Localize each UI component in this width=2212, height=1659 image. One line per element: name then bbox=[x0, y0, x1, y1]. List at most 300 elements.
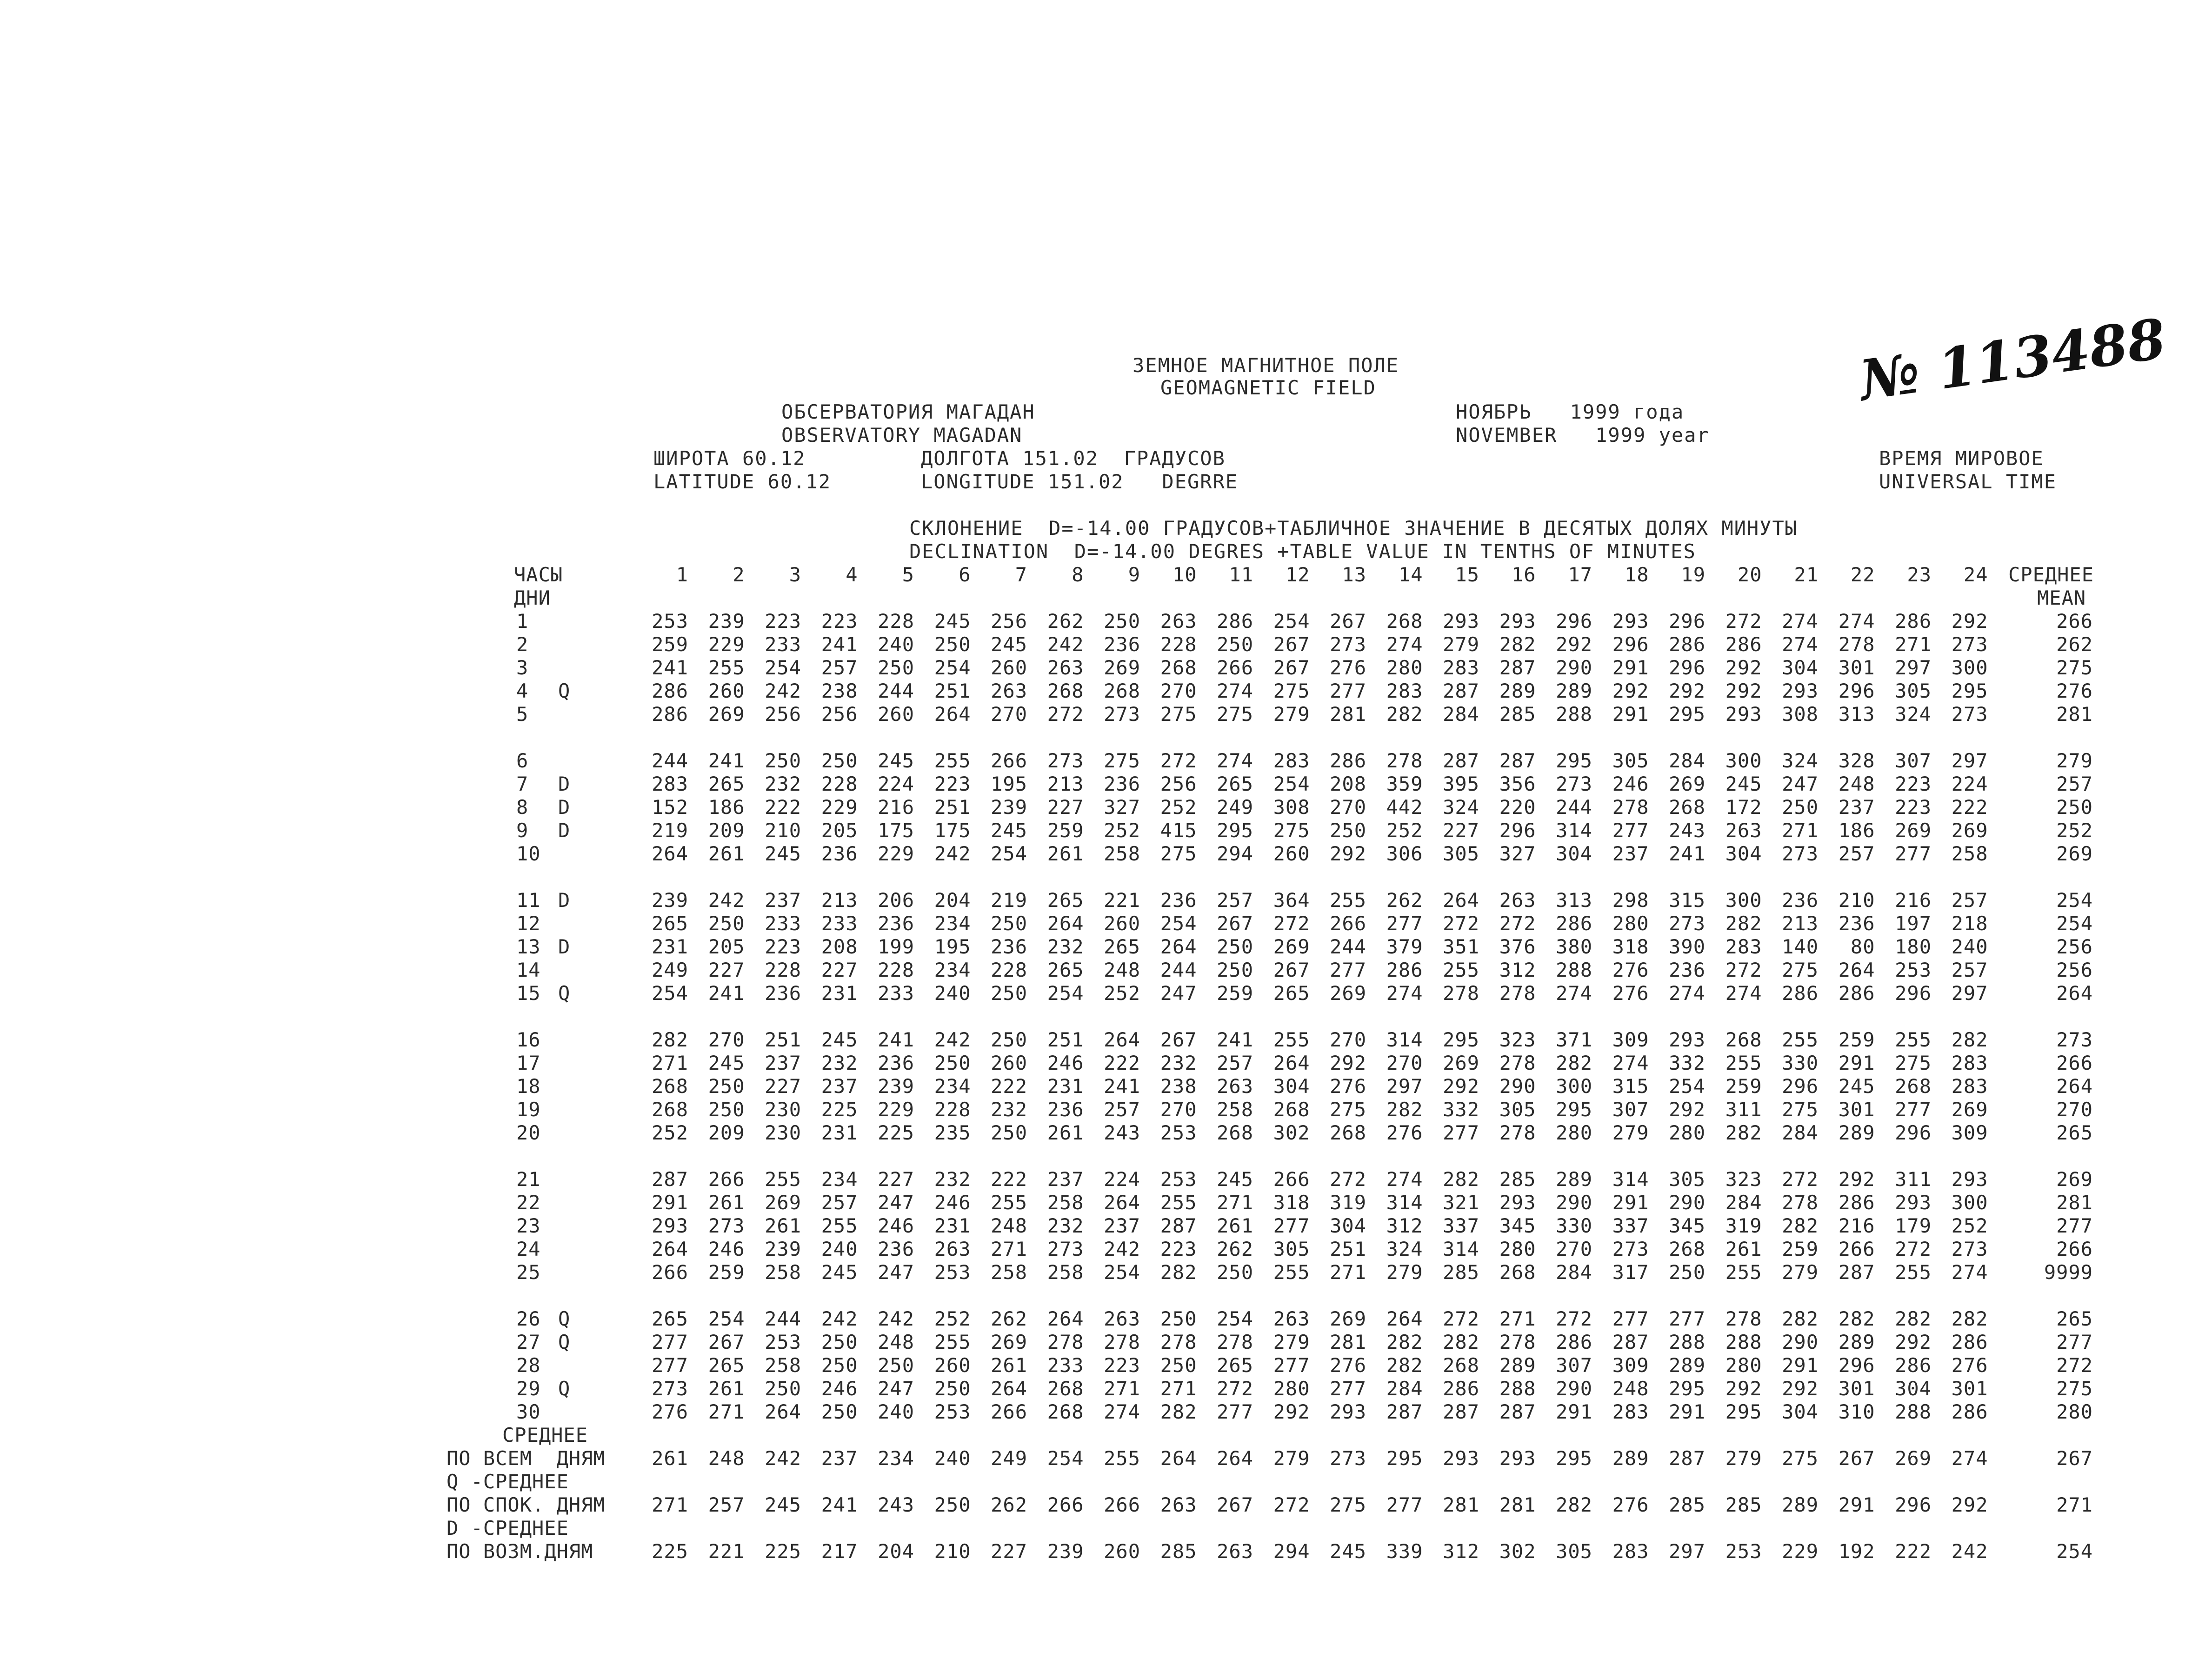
table-cell: 415 bbox=[1160, 819, 1197, 842]
hour-header: 7 bbox=[1015, 563, 1027, 586]
table-cell: 245 bbox=[991, 633, 1027, 656]
hour-header: 22 bbox=[1850, 563, 1875, 586]
summary-cell: 271 bbox=[652, 1493, 688, 1516]
row-mean: 269 bbox=[2056, 1168, 2093, 1191]
table-cell: 258 bbox=[991, 1261, 1027, 1284]
table-cell: 266 bbox=[652, 1261, 688, 1284]
summary-cell: 293 bbox=[1443, 1447, 1479, 1470]
table-cell: 278 bbox=[1160, 1331, 1197, 1353]
table-cell: 205 bbox=[821, 819, 858, 842]
table-cell: 246 bbox=[821, 1377, 858, 1400]
table-cell: 260 bbox=[991, 656, 1027, 679]
handwritten-number: № 113488 bbox=[1856, 306, 2170, 413]
table-cell: 262 bbox=[991, 1307, 1027, 1330]
table-cell: 330 bbox=[1782, 1052, 1819, 1074]
table-cell: 270 bbox=[1160, 680, 1197, 702]
table-cell: 276 bbox=[1612, 982, 1649, 1005]
summary-title: СРЕДНЕЕ bbox=[502, 1424, 588, 1446]
row-mean: 254 bbox=[2056, 912, 2093, 935]
table-cell: 270 bbox=[1556, 1238, 1592, 1260]
table-cell: 234 bbox=[934, 1075, 971, 1098]
summary-cell: 229 bbox=[1782, 1540, 1819, 1563]
table-cell: 265 bbox=[1047, 959, 1084, 981]
table-cell: 272 bbox=[1443, 1307, 1479, 1330]
table-cell: 258 bbox=[765, 1261, 801, 1284]
day-number: 13 bbox=[516, 935, 541, 958]
table-cell: 249 bbox=[652, 959, 688, 981]
table-cell: 300 bbox=[1556, 1075, 1592, 1098]
row-mean: 269 bbox=[2056, 842, 2093, 865]
table-cell: 250 bbox=[1669, 1261, 1706, 1284]
table-cell: 275 bbox=[1782, 1098, 1819, 1121]
table-cell: 209 bbox=[708, 819, 745, 842]
table-cell: 274 bbox=[1386, 1168, 1423, 1191]
table-cell: 273 bbox=[1556, 773, 1592, 795]
table-cell: 270 bbox=[1330, 796, 1366, 819]
summary-cell: 289 bbox=[1782, 1493, 1819, 1516]
table-cell: 234 bbox=[821, 1168, 858, 1191]
day-flag: Q bbox=[558, 982, 571, 1005]
row-mean: 256 bbox=[2056, 935, 2093, 958]
table-cell: 230 bbox=[765, 1098, 801, 1121]
table-cell: 286 bbox=[1386, 959, 1423, 981]
element-en: DECLINATION D=-14.00 DEGRES +TABLE VALUE IN TENTHS OF MINUTES bbox=[909, 540, 1696, 563]
table-cell: 256 bbox=[991, 610, 1027, 633]
summary-title: Q -СРЕДНЕЕ bbox=[446, 1470, 569, 1493]
table-cell: 283 bbox=[1725, 935, 1762, 958]
table-cell: 297 bbox=[1895, 656, 1932, 679]
table-cell: 245 bbox=[991, 819, 1027, 842]
table-cell: 324 bbox=[1443, 796, 1479, 819]
table-cell: 152 bbox=[652, 796, 688, 819]
table-cell: 241 bbox=[708, 749, 745, 772]
table-cell: 278 bbox=[1443, 982, 1479, 1005]
table-cell: 209 bbox=[708, 1121, 745, 1144]
table-cell: 278 bbox=[1499, 1052, 1536, 1074]
table-cell: 293 bbox=[652, 1214, 688, 1237]
day-number: 21 bbox=[516, 1168, 541, 1191]
table-cell: 210 bbox=[765, 819, 801, 842]
table-cell: 247 bbox=[878, 1191, 914, 1214]
table-cell: 332 bbox=[1443, 1098, 1479, 1121]
summary-cell: 339 bbox=[1386, 1540, 1423, 1563]
table-cell: 277 bbox=[1330, 959, 1366, 981]
table-cell: 278 bbox=[1725, 1307, 1762, 1330]
table-cell: 265 bbox=[708, 1354, 745, 1377]
table-cell: 247 bbox=[878, 1261, 914, 1284]
summary-cell: 237 bbox=[821, 1447, 858, 1470]
day-number: 3 bbox=[516, 656, 529, 679]
table-cell: 257 bbox=[821, 1191, 858, 1214]
table-cell: 269 bbox=[1443, 1052, 1479, 1074]
table-cell: 250 bbox=[878, 1354, 914, 1377]
table-cell: 258 bbox=[1104, 842, 1140, 865]
table-cell: 305 bbox=[1443, 842, 1479, 865]
table-cell: 250 bbox=[934, 1052, 971, 1074]
day-number: 15 bbox=[516, 982, 541, 1005]
table-cell: 262 bbox=[1047, 610, 1084, 633]
table-cell: 293 bbox=[1499, 1191, 1536, 1214]
table-cell: 278 bbox=[1386, 749, 1423, 772]
table-cell: 267 bbox=[1273, 633, 1310, 656]
day-number: 14 bbox=[516, 959, 541, 981]
day-number: 1 bbox=[516, 610, 529, 633]
table-cell: 328 bbox=[1838, 749, 1875, 772]
table-cell: 227 bbox=[765, 1075, 801, 1098]
table-cell: 263 bbox=[1160, 610, 1197, 633]
table-cell: 286 bbox=[652, 680, 688, 702]
day-number: 25 bbox=[516, 1261, 541, 1284]
table-cell: 285 bbox=[1443, 1261, 1479, 1284]
table-cell: 223 bbox=[765, 610, 801, 633]
table-cell: 252 bbox=[1104, 819, 1140, 842]
table-cell: 255 bbox=[765, 1168, 801, 1191]
table-cell: 205 bbox=[708, 935, 745, 958]
table-cell: 250 bbox=[991, 912, 1027, 935]
table-cell: 232 bbox=[821, 1052, 858, 1074]
table-cell: 237 bbox=[1838, 796, 1875, 819]
table-cell: 274 bbox=[1669, 982, 1706, 1005]
table-cell: 232 bbox=[1047, 935, 1084, 958]
table-cell: 255 bbox=[991, 1191, 1027, 1214]
table-cell: 257 bbox=[1951, 959, 1988, 981]
row-mean: 264 bbox=[2056, 1075, 2093, 1098]
table-cell: 258 bbox=[1047, 1191, 1084, 1214]
table-cell: 291 bbox=[652, 1191, 688, 1214]
row-mean: 254 bbox=[2056, 889, 2093, 912]
summary-cell: 257 bbox=[708, 1493, 745, 1516]
day-number: 28 bbox=[516, 1354, 541, 1377]
table-cell: 286 bbox=[1838, 982, 1875, 1005]
table-cell: 258 bbox=[765, 1354, 801, 1377]
longitude-en: LONGITUDE 151.02 DEGRRE bbox=[921, 470, 1239, 493]
table-cell: 273 bbox=[1047, 749, 1084, 772]
table-cell: 261 bbox=[708, 842, 745, 865]
table-cell: 199 bbox=[878, 935, 914, 958]
table-cell: 264 bbox=[1047, 912, 1084, 935]
table-cell: 311 bbox=[1725, 1098, 1762, 1121]
table-cell: 304 bbox=[1330, 1214, 1366, 1237]
summary-cell: 225 bbox=[652, 1540, 688, 1563]
hour-header: 11 bbox=[1229, 563, 1253, 586]
table-cell: 264 bbox=[1443, 889, 1479, 912]
table-cell: 228 bbox=[991, 959, 1027, 981]
table-cell: 292 bbox=[1556, 633, 1592, 656]
summary-cell: 275 bbox=[1782, 1447, 1819, 1470]
table-cell: 245 bbox=[821, 1028, 858, 1051]
table-cell: 253 bbox=[765, 1331, 801, 1353]
table-cell: 234 bbox=[934, 959, 971, 981]
summary-cell: 227 bbox=[991, 1540, 1027, 1563]
table-cell: 293 bbox=[1669, 1028, 1706, 1051]
table-cell: 297 bbox=[1951, 749, 1988, 772]
table-cell: 248 bbox=[991, 1214, 1027, 1237]
table-cell: 283 bbox=[1386, 680, 1423, 702]
table-cell: 319 bbox=[1330, 1191, 1366, 1214]
day-number: 29 bbox=[516, 1377, 541, 1400]
summary-cell: 248 bbox=[708, 1447, 745, 1470]
table-cell: 298 bbox=[1612, 889, 1649, 912]
table-cell: 289 bbox=[1499, 1354, 1536, 1377]
row-mean: 277 bbox=[2056, 1331, 2093, 1353]
table-cell: 267 bbox=[1217, 912, 1253, 935]
table-cell: 390 bbox=[1669, 935, 1706, 958]
table-cell: 297 bbox=[1386, 1075, 1423, 1098]
table-cell: 233 bbox=[765, 912, 801, 935]
row-mean: 266 bbox=[2056, 610, 2093, 633]
table-cell: 291 bbox=[1838, 1052, 1875, 1074]
table-cell: 314 bbox=[1556, 819, 1592, 842]
summary-cell: 277 bbox=[1386, 1493, 1423, 1516]
table-cell: 250 bbox=[821, 749, 858, 772]
table-cell: 232 bbox=[1160, 1052, 1197, 1074]
table-cell: 252 bbox=[1951, 1214, 1988, 1237]
table-cell: 270 bbox=[1386, 1052, 1423, 1074]
table-cell: 310 bbox=[1838, 1400, 1875, 1423]
table-cell: 259 bbox=[1838, 1028, 1875, 1051]
table-cell: 324 bbox=[1386, 1238, 1423, 1260]
table-cell: 305 bbox=[1895, 680, 1932, 702]
day-number: 24 bbox=[516, 1238, 541, 1260]
table-cell: 224 bbox=[878, 773, 914, 795]
summary-cell: 222 bbox=[1895, 1540, 1932, 1563]
table-cell: 318 bbox=[1273, 1191, 1310, 1214]
table-cell: 227 bbox=[821, 959, 858, 981]
table-cell: 256 bbox=[765, 703, 801, 726]
table-cell: 274 bbox=[1782, 633, 1819, 656]
table-cell: 330 bbox=[1556, 1214, 1592, 1237]
summary-cell: 282 bbox=[1556, 1493, 1592, 1516]
table-cell: 172 bbox=[1725, 796, 1762, 819]
table-cell: 273 bbox=[708, 1214, 745, 1237]
table-cell: 268 bbox=[1047, 680, 1084, 702]
table-cell: 282 bbox=[652, 1028, 688, 1051]
table-cell: 287 bbox=[1499, 656, 1536, 679]
table-cell: 270 bbox=[991, 703, 1027, 726]
table-cell: 273 bbox=[1951, 1238, 1988, 1260]
table-cell: 289 bbox=[1838, 1121, 1875, 1144]
table-cell: 275 bbox=[1782, 959, 1819, 981]
table-cell: 290 bbox=[1556, 1377, 1592, 1400]
row-mean: 273 bbox=[2056, 1028, 2093, 1051]
table-cell: 240 bbox=[821, 1238, 858, 1260]
table-cell: 284 bbox=[1443, 703, 1479, 726]
summary-cell: 289 bbox=[1612, 1447, 1649, 1470]
table-cell: 294 bbox=[1217, 842, 1253, 865]
table-cell: 236 bbox=[765, 982, 801, 1005]
table-cell: 286 bbox=[1556, 1331, 1592, 1353]
table-cell: 293 bbox=[1330, 1400, 1366, 1423]
table-cell: 280 bbox=[1499, 1238, 1536, 1260]
table-cell: 257 bbox=[1217, 1052, 1253, 1074]
summary-cell: 263 bbox=[1217, 1540, 1253, 1563]
day-number: 16 bbox=[516, 1028, 541, 1051]
table-cell: 271 bbox=[1499, 1307, 1536, 1330]
summary-mean: 271 bbox=[2056, 1493, 2093, 1516]
table-cell: 290 bbox=[1669, 1191, 1706, 1214]
table-cell: 442 bbox=[1386, 796, 1423, 819]
table-cell: 277 bbox=[1612, 819, 1649, 842]
table-cell: 291 bbox=[1612, 656, 1649, 679]
table-cell: 272 bbox=[1217, 1377, 1253, 1400]
table-cell: 286 bbox=[1725, 633, 1762, 656]
row-mean: 264 bbox=[2056, 982, 2093, 1005]
table-cell: 278 bbox=[1782, 1191, 1819, 1214]
table-cell: 292 bbox=[1951, 610, 1988, 633]
summary-cell: 312 bbox=[1443, 1540, 1479, 1563]
table-cell: 276 bbox=[1386, 1121, 1423, 1144]
table-cell: 266 bbox=[1217, 656, 1253, 679]
table-cell: 242 bbox=[934, 1028, 971, 1051]
table-cell: 305 bbox=[1612, 749, 1649, 772]
table-cell: 323 bbox=[1725, 1168, 1762, 1191]
table-cell: 271 bbox=[1330, 1261, 1366, 1284]
table-cell: 259 bbox=[1725, 1075, 1762, 1098]
table-cell: 254 bbox=[1273, 773, 1310, 795]
summary-cell: 295 bbox=[1386, 1447, 1423, 1470]
table-cell: 274 bbox=[1951, 1261, 1988, 1284]
table-cell: 244 bbox=[765, 1307, 801, 1330]
table-cell: 250 bbox=[991, 982, 1027, 1005]
table-cell: 284 bbox=[1669, 749, 1706, 772]
table-cell: 244 bbox=[878, 680, 914, 702]
table-cell: 309 bbox=[1612, 1028, 1649, 1051]
table-cell: 292 bbox=[1669, 1098, 1706, 1121]
table-cell: 247 bbox=[1160, 982, 1197, 1005]
table-cell: 261 bbox=[1047, 1121, 1084, 1144]
row-mean: 256 bbox=[2056, 959, 2093, 981]
table-cell: 254 bbox=[1669, 1075, 1706, 1098]
table-cell: 272 bbox=[1725, 959, 1762, 981]
table-cell: 236 bbox=[1104, 633, 1140, 656]
table-cell: 216 bbox=[1838, 1214, 1875, 1237]
table-cell: 271 bbox=[1217, 1191, 1253, 1214]
table-cell: 278 bbox=[1838, 633, 1875, 656]
table-cell: 242 bbox=[934, 842, 971, 865]
table-cell: 275 bbox=[1160, 842, 1197, 865]
table-cell: 250 bbox=[1160, 1354, 1197, 1377]
table-cell: 236 bbox=[1838, 912, 1875, 935]
table-cell: 269 bbox=[1330, 982, 1366, 1005]
summary-cell: 269 bbox=[1895, 1447, 1932, 1470]
table-cell: 242 bbox=[878, 1307, 914, 1330]
table-cell: 248 bbox=[1838, 773, 1875, 795]
table-cell: 264 bbox=[1104, 1028, 1140, 1051]
table-cell: 227 bbox=[708, 959, 745, 981]
table-cell: 250 bbox=[934, 1377, 971, 1400]
hour-header: 4 bbox=[846, 563, 858, 586]
table-cell: 261 bbox=[708, 1377, 745, 1400]
table-cell: 237 bbox=[821, 1075, 858, 1098]
table-cell: 277 bbox=[1330, 1377, 1366, 1400]
table-cell: 245 bbox=[821, 1261, 858, 1284]
summary-cell: 255 bbox=[1104, 1447, 1140, 1470]
table-cell: 240 bbox=[934, 982, 971, 1005]
table-cell: 282 bbox=[1386, 1354, 1423, 1377]
table-cell: 274 bbox=[1838, 610, 1875, 633]
table-cell: 260 bbox=[934, 1354, 971, 1377]
hour-header: 19 bbox=[1681, 563, 1706, 586]
table-cell: 291 bbox=[1612, 703, 1649, 726]
table-cell: 264 bbox=[1104, 1191, 1140, 1214]
table-cell: 255 bbox=[1725, 1261, 1762, 1284]
table-cell: 286 bbox=[1330, 749, 1366, 772]
table-cell: 295 bbox=[1669, 1377, 1706, 1400]
latitude-ru: ШИРОТА 60.12 bbox=[653, 447, 806, 470]
table-cell: 295 bbox=[1669, 703, 1706, 726]
table-cell: 274 bbox=[1725, 982, 1762, 1005]
table-cell: 237 bbox=[1612, 842, 1649, 865]
table-cell: 269 bbox=[708, 703, 745, 726]
day-flag: Q bbox=[558, 680, 571, 702]
summary-cell: 241 bbox=[821, 1493, 858, 1516]
table-cell: 292 bbox=[1782, 1377, 1819, 1400]
table-cell: 304 bbox=[1782, 1400, 1819, 1423]
table-cell: 277 bbox=[1273, 1214, 1310, 1237]
table-cell: 271 bbox=[1104, 1377, 1140, 1400]
table-cell: 267 bbox=[1273, 656, 1310, 679]
table-cell: 219 bbox=[991, 889, 1027, 912]
table-cell: 250 bbox=[991, 1028, 1027, 1051]
hour-header: 3 bbox=[789, 563, 801, 586]
table-cell: 272 bbox=[1047, 703, 1084, 726]
table-cell: 236 bbox=[878, 912, 914, 935]
table-cell: 253 bbox=[652, 610, 688, 633]
table-cell: 236 bbox=[1669, 959, 1706, 981]
table-cell: 243 bbox=[1104, 1121, 1140, 1144]
table-cell: 272 bbox=[1782, 1168, 1819, 1191]
table-cell: 288 bbox=[1556, 959, 1592, 981]
table-cell: 287 bbox=[1443, 680, 1479, 702]
hour-header: 17 bbox=[1568, 563, 1592, 586]
table-cell: 245 bbox=[878, 749, 914, 772]
summary-cell: 243 bbox=[878, 1493, 914, 1516]
table-cell: 300 bbox=[1951, 1191, 1988, 1214]
table-cell: 223 bbox=[821, 610, 858, 633]
table-cell: 264 bbox=[1047, 1307, 1084, 1330]
table-cell: 286 bbox=[1951, 1400, 1988, 1423]
table-cell: 268 bbox=[1273, 1098, 1310, 1121]
table-cell: 258 bbox=[1951, 842, 1988, 865]
day-flag: D bbox=[558, 773, 571, 795]
table-cell: 296 bbox=[1499, 819, 1536, 842]
table-cell: 272 bbox=[1443, 912, 1479, 935]
table-cell: 263 bbox=[1499, 889, 1536, 912]
table-cell: 282 bbox=[1386, 703, 1423, 726]
table-cell: 286 bbox=[1895, 1354, 1932, 1377]
table-cell: 265 bbox=[1104, 935, 1140, 958]
table-cell: 254 bbox=[765, 656, 801, 679]
table-cell: 233 bbox=[765, 633, 801, 656]
table-cell: 260 bbox=[1273, 842, 1310, 865]
table-cell: 255 bbox=[1160, 1191, 1197, 1214]
summary-cell: 291 bbox=[1838, 1493, 1875, 1516]
summary-cell: 305 bbox=[1556, 1540, 1592, 1563]
table-cell: 223 bbox=[1895, 773, 1932, 795]
table-cell: 371 bbox=[1556, 1028, 1592, 1051]
table-cell: 270 bbox=[1330, 1028, 1366, 1051]
table-cell: 300 bbox=[1951, 656, 1988, 679]
table-cell: 282 bbox=[1160, 1261, 1197, 1284]
table-cell: 266 bbox=[1273, 1168, 1310, 1191]
table-cell: 231 bbox=[821, 982, 858, 1005]
day-number: 6 bbox=[516, 749, 529, 772]
table-cell: 277 bbox=[1386, 912, 1423, 935]
table-cell: 223 bbox=[765, 935, 801, 958]
table-cell: 233 bbox=[821, 912, 858, 935]
table-cell: 284 bbox=[1386, 1377, 1423, 1400]
table-cell: 286 bbox=[1782, 982, 1819, 1005]
